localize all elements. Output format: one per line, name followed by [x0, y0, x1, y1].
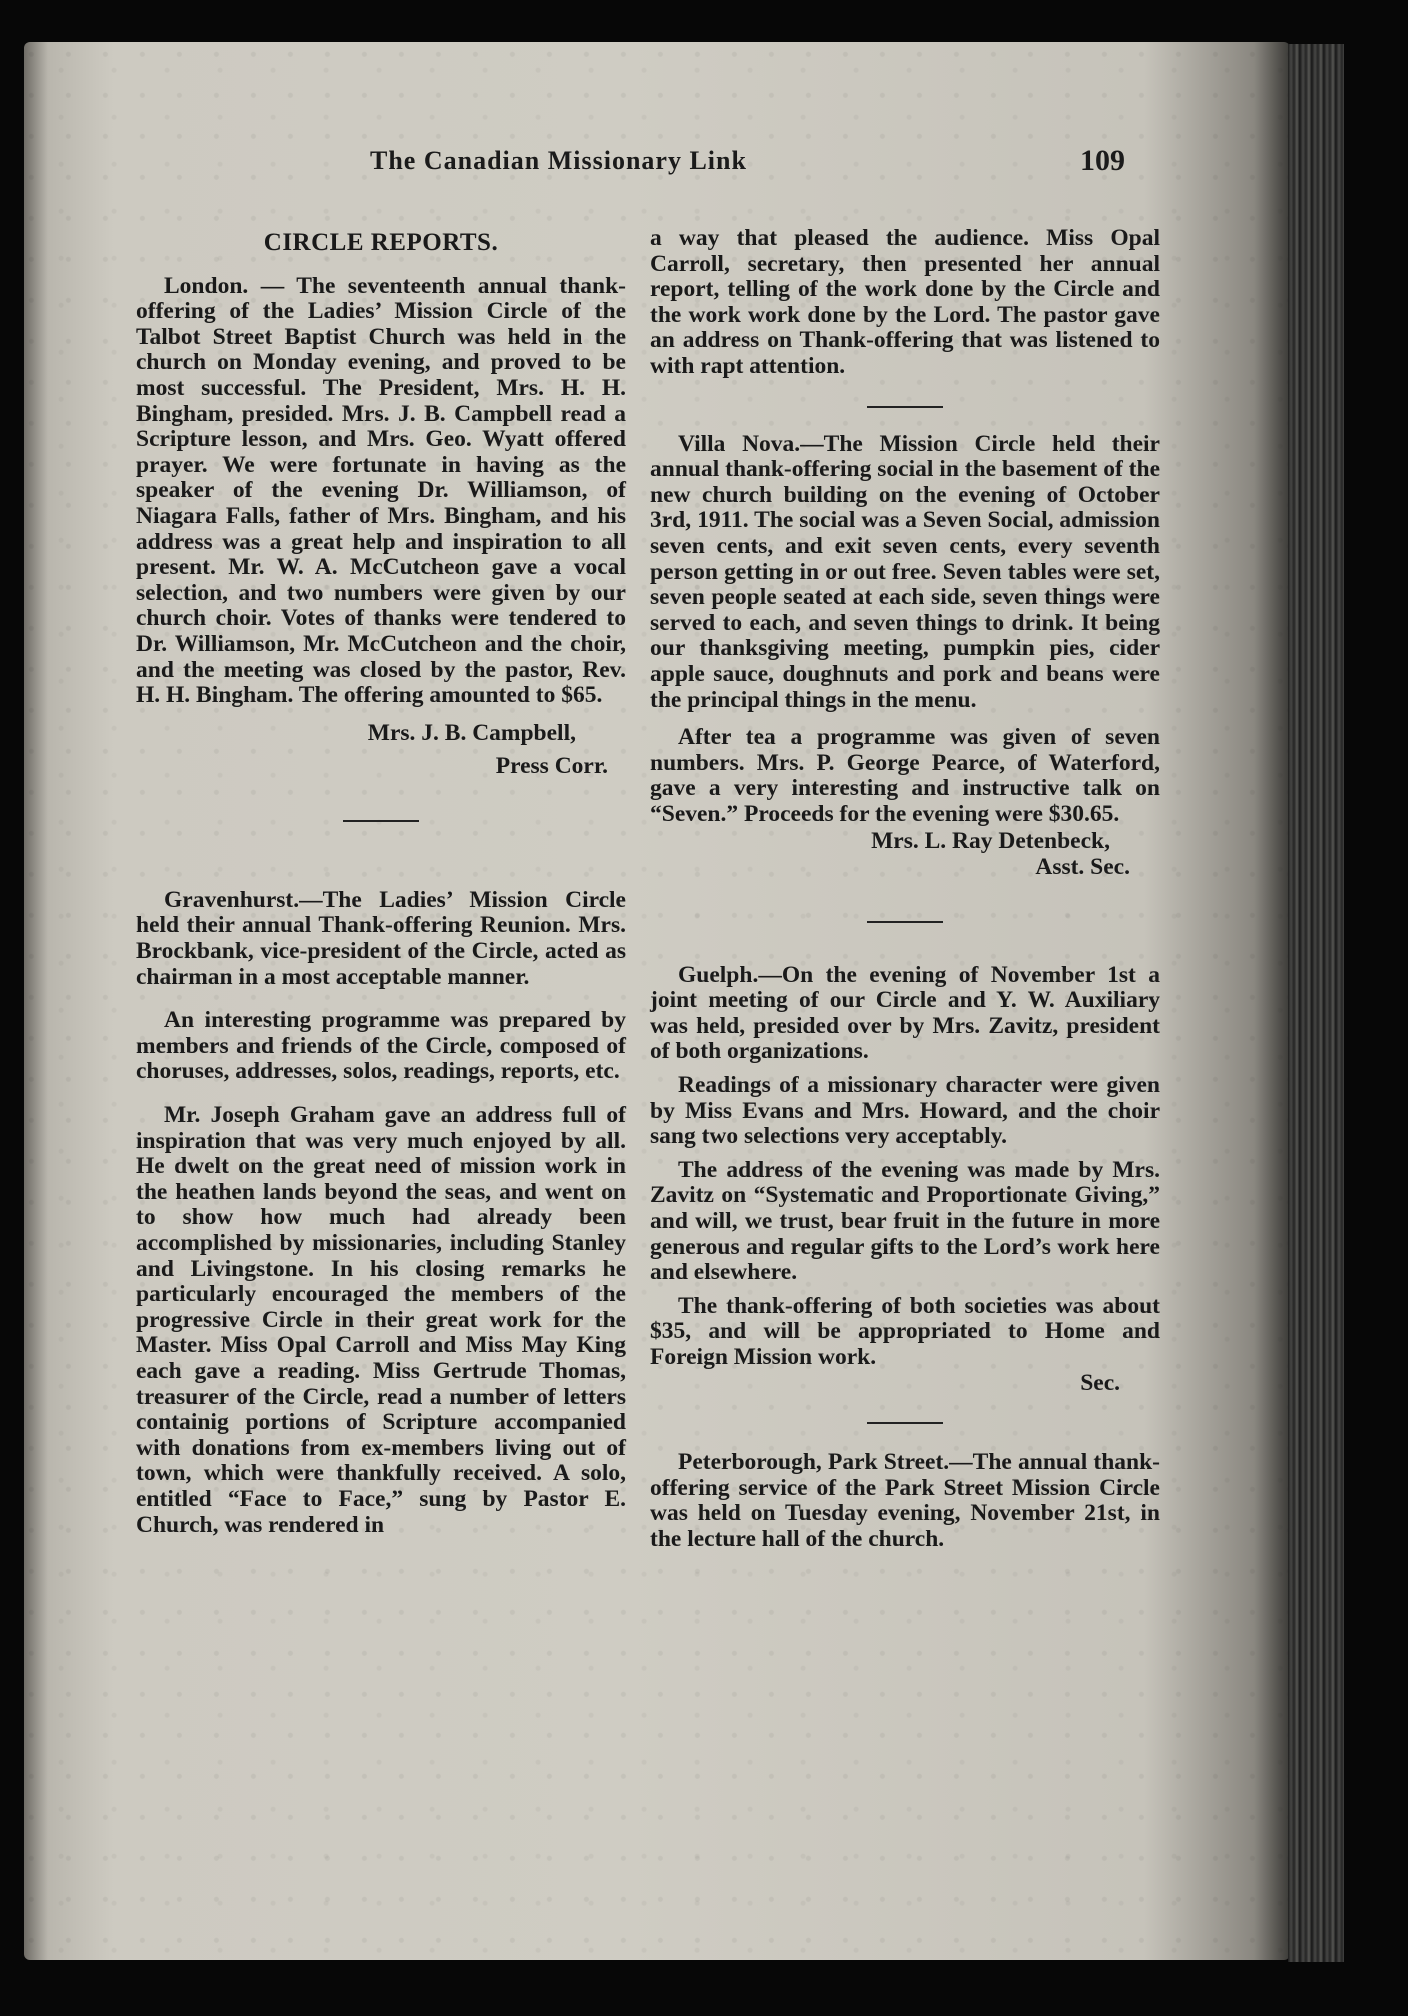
gravenhurst-report-intro: Gravenhurst.—The Ladies’ Mission Circle held their annual Thank-offering Reunion. Mrs. Brockbank, vice-president of the Circle, acted as chairman in a most acceptable manner.: [136, 886, 626, 990]
villa-nova-signature-name: Mrs. L. Ray Detenbeck,: [871, 828, 1110, 855]
section-title: CIRCLE REPORTS.: [263, 229, 499, 256]
villa-nova-report: Villa Nova.—The Mission Circle held their annual thank-offering social in the basement of the new church building on the evening of October 3rd, 1911. The social was a Seven Social, admission seven cents, and exit seven cents, every seventh person getting in or out free. Seven tables were set, seven people seated at each side, seven things were served to each, and seven things to drink. It being our thanksgiving meeting, pumpkin pies, cider apple sauce, doughnuts and pork and beans were the principal things in the menu.: [650, 430, 1160, 713]
running-header: The Canadian Missionary Link: [370, 146, 747, 175]
guelph-signature: Sec.: [1080, 1369, 1120, 1396]
left-column: [136, 230, 626, 1538]
gravenhurst-report-address: Mr. Joseph Graham gave an address full of inspiration that was very much enjoyed by all. He dwelt on the great need of mission work in the heathen lands beyond the seas, and went on to show how much had already been accomplished by missionaries, including Stanley and Livingstone. In his closing remarks he particularly encouraged the members of the progressive Circle in their great work for the Master. Miss Opal Carroll and Miss May King each gave a reading. Miss Gertrude Thomas, treasurer of the Circle, read a number of letters containig portions of Scripture accompanied with donations from ex-members living out of town, which were thankfully received. A solo, entitled “Face to Face,” sung by Pastor E. Church, was rendered in: [136, 1102, 626, 1538]
gravenhurst-report-programme: An interesting programme was prepared by members and friends of the Circle, composed of choruses, addresses, solos, readings, reports, etc.: [136, 1007, 626, 1085]
right-column: [650, 226, 1160, 1553]
london-signature-name: Mrs. J. B. Campbell,: [367, 719, 576, 746]
london-report: London. — The seventeenth annual thank-offering of the Ladies’ Mission Circle of the Talbot Street Baptist Church was held in the church on Monday evening, and proved to be most successful. The President, Mrs. H. H. Bingham, presided. Mrs. J. B. Campbell read a Scripture lesson, and Mrs. Geo. Wyatt offered prayer. We were fortunate in having as the speaker of the evening Dr. Williamson, of Niagara Falls, father of Mrs. Bingham, and his address was a great help and inspiration to all present. Mr. W. A. McCutcheon gave a vocal selection, and two numbers were given by our church choir. Votes of thanks were tendered to Dr. Williamson, Mr. McCutcheon and the choir, and the meeting was closed by the pastor, Rev. H. H. Bingham. The offering amounted to $65.: [136, 272, 626, 709]
villa-nova-signature-title: Asst. Sec.: [1035, 854, 1130, 881]
gravenhurst-report-continued: a way that pleased the audience. Miss Opal Carroll, secretary, then presented her annual report, telling of the work done by the Circle and the work work done by the Lord. The pastor gave an address on Thank-offering that was listened to with rapt attention.: [650, 225, 1160, 379]
guelph-report: Guelph.—On the evening of November 1st a joint meeting of our Circle and Y. W. Auxiliary was held, presided over by Mrs. Zavitz, president of both organizations.: [650, 961, 1160, 1065]
guelph-address: The address of the evening was made by Mrs. Zavitz on “Systematic and Proportionate Giving,” and will, we trust, bear fruit in the future in more generous and regular gifts to the Lord’s work here and elsewhere.: [650, 1156, 1160, 1286]
page-number: 109: [1080, 144, 1125, 177]
guelph-offering: The thank-offering of both societies was about $35, and will be appropriated to Home and Foreign Mission work.: [650, 1292, 1160, 1370]
guelph-readings: Readings of a missionary character were given by Miss Evans and Mrs. Howard, and the choir sang two selections very acceptably.: [650, 1072, 1160, 1150]
london-signature-title: Press Corr.: [495, 753, 608, 780]
villa-nova-programme: After tea a programme was given of seven numbers. Mrs. P. George Pearce, of Waterford, gave a very interesting and instructive talk on “Seven.” Proceeds for the evening were $30.65.: [650, 724, 1160, 827]
book-page-edges: [1288, 44, 1344, 1962]
peterborough-report: Peterborough, Park Street.—The annual thank-offering service of the Park Street Mission Circle was held on Tuesday evening, November 21st, in the lecture hall of the church.: [650, 1449, 1160, 1552]
